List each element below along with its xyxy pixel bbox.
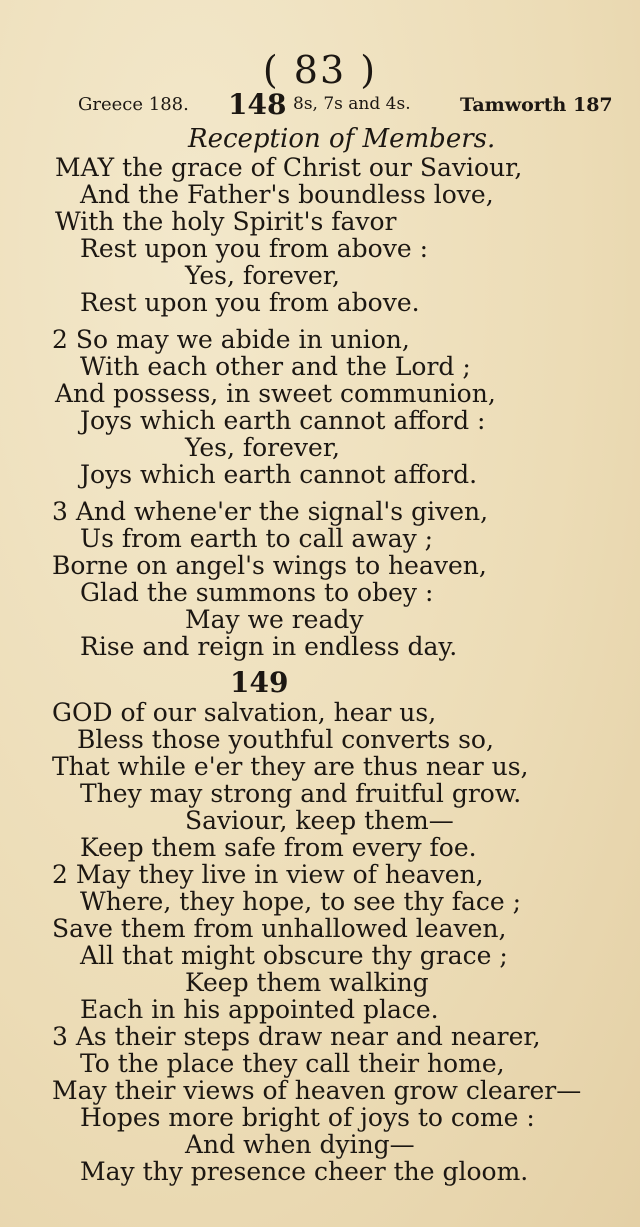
verse-line: Joys which earth cannot afford. xyxy=(80,460,478,489)
verse-line: Us from earth to call away ; xyxy=(80,524,434,553)
meter: 8s, 7s and 4s. xyxy=(293,94,411,114)
verse-line: Rest upon you from above : xyxy=(80,234,429,263)
verse-line: May thy presence cheer the gloom. xyxy=(80,1157,529,1186)
verse-line: Rest upon you from above. xyxy=(80,288,420,317)
verse-line: That while e'er they are thus near us, xyxy=(52,752,529,781)
refrain-line: And when dying— xyxy=(185,1130,415,1159)
page-number: ( 83 ) xyxy=(262,48,378,92)
verse-line: Borne on angel's wings to heaven, xyxy=(52,551,487,580)
refrain-line: May we ready xyxy=(185,605,364,634)
verse-line: With the holy Spirit's favor xyxy=(55,207,397,236)
verse-line: MAY the grace of Christ our Saviour, xyxy=(55,153,523,182)
refrain-line: Yes, forever, xyxy=(185,261,340,290)
verse-line: 3 As their steps draw near and nearer, xyxy=(52,1022,541,1051)
hymn-number: 148 xyxy=(228,88,287,121)
refrain-line: Saviour, keep them— xyxy=(185,806,454,835)
verse-line: Hopes more bright of joys to come : xyxy=(80,1103,535,1132)
verse-line: 2 May they live in view of heaven, xyxy=(52,860,484,889)
verse-line: Save them from unhallowed leaven, xyxy=(52,914,507,943)
verse-line: Keep them safe from every foe. xyxy=(80,833,477,862)
hymn-148-header xyxy=(0,88,640,122)
tune-name-right: Tamworth 187 xyxy=(460,94,613,116)
verse-line: Where, they hope, to see thy face ; xyxy=(80,887,522,916)
verse-line: GOD of our salvation, hear us, xyxy=(52,698,437,727)
hymn-title: Reception of Members. xyxy=(188,124,496,154)
verse-line: They may strong and fruitful grow. xyxy=(80,779,522,808)
verse-line: And possess, in sweet communion, xyxy=(55,379,496,408)
verse-line: And the Father's boundless love, xyxy=(80,180,494,209)
verse-line: Glad the summons to obey : xyxy=(80,578,434,607)
verse-line: 2 So may we abide in union, xyxy=(52,325,410,354)
verse-line: May their views of heaven grow clearer— xyxy=(52,1076,582,1105)
verse-line: Rise and reign in endless day. xyxy=(80,632,458,661)
verse-line: All that might obscure thy grace ; xyxy=(80,941,508,970)
verse-line: With each other and the Lord ; xyxy=(80,352,471,381)
tune-name-left: Greece 188. xyxy=(78,94,189,115)
refrain-line: Yes, forever, xyxy=(185,433,340,462)
verse-line: To the place they call their home, xyxy=(80,1049,505,1078)
verse-line: Joys which earth cannot afford : xyxy=(80,406,486,435)
verse-line: Each in his appointed place. xyxy=(80,995,439,1024)
hymn-number: 149 xyxy=(230,666,289,699)
verse-line: Bless those youthful converts so, xyxy=(77,725,494,754)
refrain-line: Keep them walking xyxy=(185,968,429,997)
verse-line: 3 And whene'er the signal's given, xyxy=(52,497,489,526)
